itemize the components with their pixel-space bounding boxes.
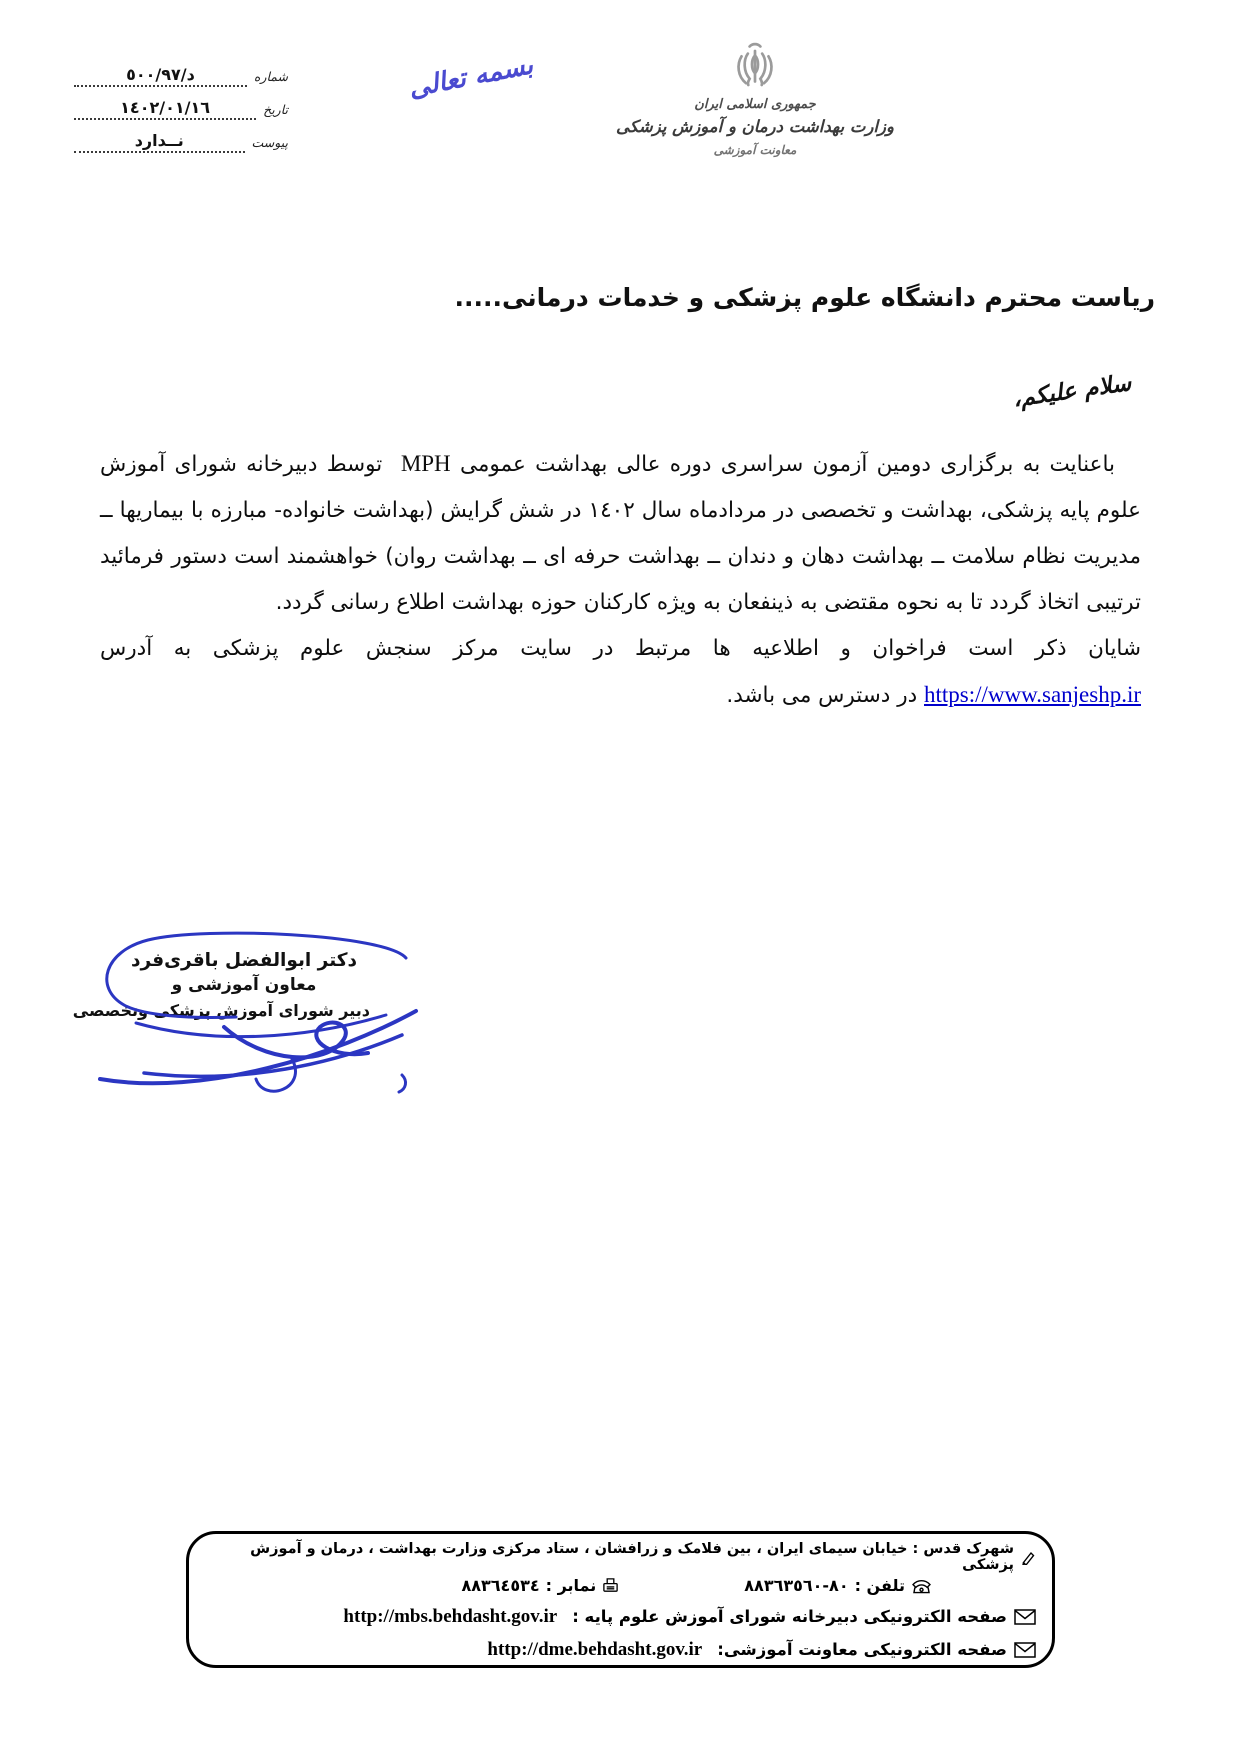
fax-group xyxy=(461,1576,619,1595)
gov-ministry-line: وزارت بهداشت درمان و آموزش پزشکی xyxy=(616,117,894,136)
fax-icon xyxy=(602,1577,619,1594)
deputy-page-url: http://dme.behdasht.gov.ir xyxy=(487,1638,703,1660)
footer-basic-sciences-page-row xyxy=(205,1600,1036,1633)
ref-number-row xyxy=(74,54,288,87)
signer-role-1: معاون آموزشی و xyxy=(171,975,317,995)
phone-icon xyxy=(911,1578,932,1594)
footer-deputy-page-row xyxy=(205,1633,1036,1666)
letter-body xyxy=(100,441,1141,719)
ref-number-label: شماره xyxy=(253,69,288,84)
ref-date-label: تاریخ xyxy=(263,102,288,117)
sanjesh-website-link[interactable]: https://www.sanjeshp.ir xyxy=(924,682,1141,707)
ref-number-value: د/٥٠٠/٩٧ xyxy=(126,65,195,84)
reference-block xyxy=(74,54,288,153)
phone-value: ٨٠-٨٨٣٦٣٥٦٠ xyxy=(744,1576,849,1595)
signer-role-2: دبیر شورای آموزش پزشکی وتخصصی xyxy=(72,1001,370,1020)
recipient-title: ریاست محترم دانشگاه علوم پزشکی و خدمات درمانی..... xyxy=(454,283,1155,312)
phone-label: تلفن : xyxy=(854,1576,905,1595)
mph-abbreviation: MPH xyxy=(400,451,451,476)
government-header xyxy=(585,42,925,157)
paragraph-2 xyxy=(100,626,1141,719)
salutation-handwriting: سلام علیکم، xyxy=(1011,370,1133,413)
ref-date-row xyxy=(74,87,288,120)
footer-address-text: شهرک قدس : خیابان سیمای ایران ، بین فلامک و زرافشان ، ستاد مرکزی وزارت بهداشت ، درمان و آموزش پزشکی xyxy=(250,1541,1014,1573)
basmala-calligraphy: بسمه تعالی xyxy=(406,50,536,104)
para1-rest-text: توسط دبیرخانه شورای آموزش علوم پایه پزشکی، بهداشت و تخصصی در مردادماه سال ١٤٠٢ در شش گرایش (بهداشت خانواده- مبارزه با بیماریها ــ مدیریت نظام سلامت ــ بهداشت دهان و دندان ــ بهداشت حرفه ای ــ بهداشت روان) خواهشمند است دستور فرمائید ترتیبی اتخاذ گردد تا به نحوه مقتضی به ذینفعان به ویژه کارکنان حوزه بهداشت اطلاع رسانی گردد. xyxy=(100,452,1141,615)
envelope-icon xyxy=(1014,1642,1036,1658)
basic-sciences-page-label: صفحه الکترونیکی دبیرخانه شورای آموزش علوم پایه : xyxy=(572,1607,1007,1626)
fax-value: ٨٨٣٦٤٥٣٤ xyxy=(461,1576,540,1595)
gov-country-line: جمهوری اسلامی ایران xyxy=(694,97,816,112)
ref-date-value: ١٤٠٢/٠١/١٦ xyxy=(120,98,210,117)
basic-sciences-page-url: http://mbs.behdasht.gov.ir xyxy=(343,1605,558,1627)
paragraph-1 xyxy=(100,441,1141,626)
ref-attachment-label: پیوست xyxy=(251,135,288,150)
signature-block xyxy=(72,948,370,1023)
footer-phone-fax-row xyxy=(205,1571,1036,1600)
envelope-icon xyxy=(1014,1609,1036,1625)
ref-attachment-row xyxy=(74,120,288,153)
para2-start-text: شایان ذکر است فراخوان و اطلاعیه ها مرتبط در سایت مرکز سنجش علوم پزشکی به آدرس xyxy=(100,636,1141,661)
footer-address-row xyxy=(205,1543,1036,1571)
gov-deputy-line: معاونت آموزشی xyxy=(713,143,797,157)
phone-group xyxy=(744,1576,932,1595)
ref-attachment-value: نــدارد xyxy=(74,131,245,153)
para2-end-text: در دسترس می باشد. xyxy=(726,683,918,708)
signer-name: دکتر ابوالفضل باقری‌فرد xyxy=(130,950,357,971)
para1-start-text: باعنایت به برگزاری دومین آزمون سراسری دوره عالی بهداشت عمومی xyxy=(459,452,1115,477)
deputy-page-label: صفحه الکترونیکی معاونت آموزشی: xyxy=(717,1640,1007,1659)
pen-address-icon xyxy=(1021,1550,1036,1565)
iran-emblem-icon xyxy=(734,42,776,94)
fax-label: نمابر : xyxy=(545,1576,597,1595)
footer-contact-box xyxy=(186,1531,1055,1668)
